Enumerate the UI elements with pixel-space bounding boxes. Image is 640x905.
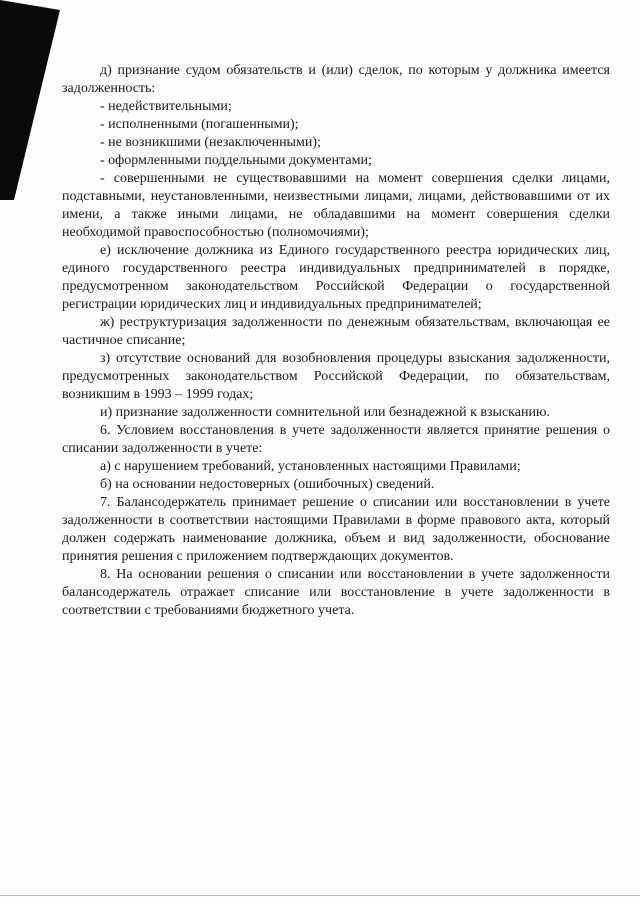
paragraph: - совершенными не существовавшими на момент совершения сделки лицами, подставными, неустановленными, неизвестными лицами, лицами, действовавшими от их имени, а также иными лицами, не обладавшими на момент совершения сделки необходимой правоспособностью (полномочиями); — [62, 171, 610, 240]
list-item: - исполненными (погашенными); — [100, 117, 299, 132]
paragraph: 6. Условием восстановления в учете задолженности является принятие решения о списании задолженности в учете: — [62, 423, 610, 456]
paragraph: д) признание судом обязательств и (или) сделок, по которым у должника имеется задолженность: — [62, 63, 610, 96]
paragraph: ж) реструктуризация задолженности по денежным обязательствам, включающая ее частичное списание; — [62, 315, 610, 348]
paragraph: и) признание задолженности сомнительной или безнадежной к взысканию. — [100, 405, 550, 420]
paragraph: з) отсутствие оснований для возобновления процедуры взыскания задолженности, предусмотренных законодательством Российской Федерации, по обязательствам, возникшим в 1993 – 1999 годах; — [62, 351, 610, 402]
list-item: - не возникшими (незаключенными); — [100, 135, 321, 150]
document-body — [62, 62, 610, 620]
scan-edge-line — [0, 895, 640, 896]
paragraph: е) исключение должника из Единого государственного реестра юридических лиц, единого государственного реестра индивидуальных предпринимателей в порядке, предусмотренном законодательством Российской Федерации о государственной регистрации юридических лиц и индивидуальных предпринимателей; — [62, 243, 610, 312]
list-item: а) с нарушением требований, установленных настоящими Правилами; — [100, 459, 521, 474]
list-item: - оформленными поддельными документами; — [100, 153, 372, 168]
list-item: б) на основании недостоверных (ошибочных) сведений. — [100, 477, 435, 492]
paragraph: 8. На основании решения о списании или восстановлении в учете задолженности балансодержатель отражает списание или восстановление в учете задолженности в соответствии с требованиями бюджетного учета. — [62, 567, 610, 618]
scan-corner-shadow — [0, 0, 70, 200]
list-item: - недействительными; — [100, 99, 232, 114]
paragraph: 7. Балансодержатель принимает решение о списании или восстановлении в учете задолженности в соответствии настоящими Правилами в форме правового акта, который должен содержать наименование должника, объем и вид задолженности, обоснование принятия решения с приложением подтверждающих документов. — [62, 495, 610, 564]
